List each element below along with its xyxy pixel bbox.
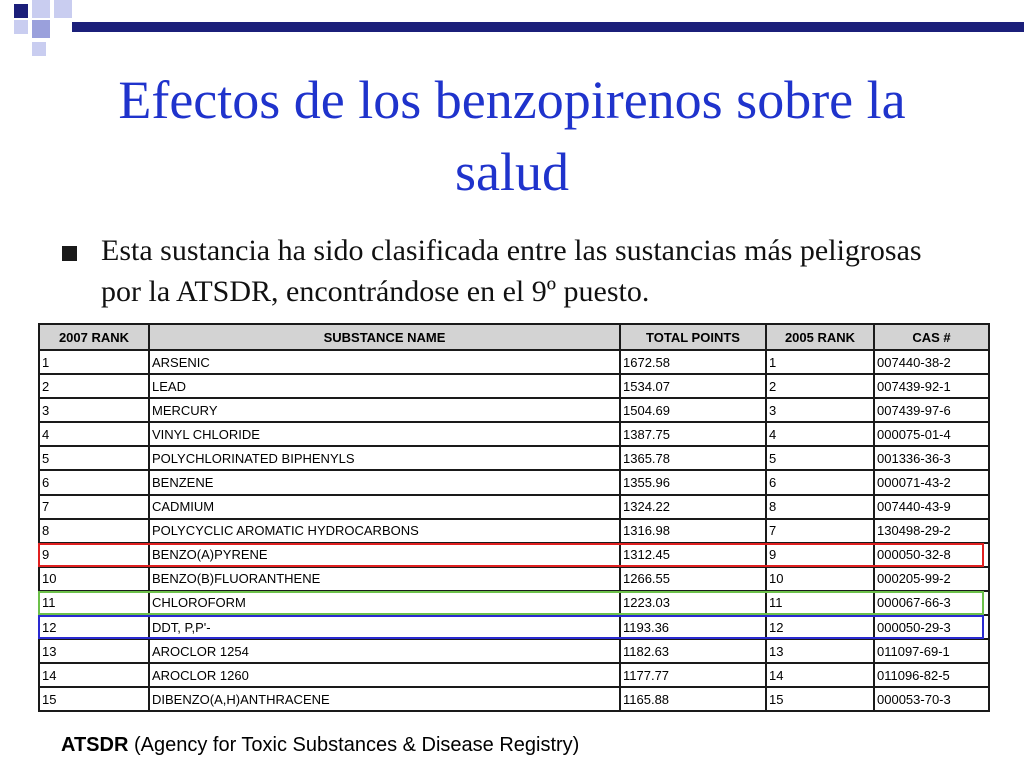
cell-total-points: 1182.63: [620, 639, 766, 663]
cell-2005-rank: 4: [766, 422, 874, 446]
cell-total-points: 1165.88: [620, 687, 766, 711]
cell-total-points: 1387.75: [620, 422, 766, 446]
cell-cas: 000075-01-4: [874, 422, 989, 446]
cell-substance-name: POLYCYCLIC AROMATIC HYDROCARBONS: [149, 519, 620, 543]
cell-cas: 007440-38-2: [874, 350, 989, 374]
cell-cas: 007439-92-1: [874, 374, 989, 398]
cell-cas: 000050-29-3: [874, 615, 989, 639]
cell-2005-rank: 12: [766, 615, 874, 639]
table-row: [39, 567, 989, 591]
cell-2007-rank: 7: [39, 495, 149, 519]
deco-square-pale: [54, 0, 72, 18]
cell-2005-rank: 2: [766, 374, 874, 398]
table-row: [39, 374, 989, 398]
cell-2005-rank: 1: [766, 350, 874, 374]
cell-2005-rank: 3: [766, 398, 874, 422]
cell-2007-rank: 9: [39, 543, 149, 567]
cell-cas: 007440-43-9: [874, 495, 989, 519]
footer-note: [61, 734, 579, 757]
cell-2005-rank: 13: [766, 639, 874, 663]
cell-2007-rank: 11: [39, 591, 149, 615]
cell-substance-name: BENZO(B)FLUORANTHENE: [149, 567, 620, 591]
table-row: [39, 639, 989, 663]
col-header-cas: CAS #: [874, 324, 989, 350]
table-row: [39, 350, 989, 374]
cell-2007-rank: 3: [39, 398, 149, 422]
cell-cas: 000071-43-2: [874, 470, 989, 494]
cell-substance-name: DDT, P,P'-: [149, 615, 620, 639]
table-row: [39, 519, 989, 543]
cell-cas: 011097-69-1: [874, 639, 989, 663]
cell-total-points: 1316.98: [620, 519, 766, 543]
cell-cas: 011096-82-5: [874, 663, 989, 687]
cell-cas: 000205-99-2: [874, 567, 989, 591]
cell-substance-name: BENZO(A)PYRENE: [149, 543, 620, 567]
col-header-substance-name: SUBSTANCE NAME: [149, 324, 620, 350]
cell-cas: 000053-70-3: [874, 687, 989, 711]
cell-total-points: 1266.55: [620, 567, 766, 591]
col-header-2007-rank: 2007 RANK: [39, 324, 149, 350]
cell-cas: 000050-32-8: [874, 543, 989, 567]
cell-substance-name: AROCLOR 1260: [149, 663, 620, 687]
cell-total-points: 1223.03: [620, 591, 766, 615]
table-row: [39, 663, 989, 687]
cell-substance-name: MERCURY: [149, 398, 620, 422]
cell-total-points: 1177.77: [620, 663, 766, 687]
bullet-text: Esta sustancia ha sido clasificada entre las sustancias más peligrosas por la ATSDR, encontrándose en el 9º puesto.: [101, 234, 922, 308]
cell-2007-rank: 15: [39, 687, 149, 711]
cell-2007-rank: 5: [39, 446, 149, 470]
cell-total-points: 1193.36: [620, 615, 766, 639]
table-row: [39, 687, 989, 711]
cell-2005-rank: 6: [766, 470, 874, 494]
cell-2005-rank: 15: [766, 687, 874, 711]
cell-total-points: 1312.45: [620, 543, 766, 567]
table-row: [39, 495, 989, 519]
cell-cas: 001336-36-3: [874, 446, 989, 470]
cell-2005-rank: 11: [766, 591, 874, 615]
substance-ranking-table: [38, 323, 988, 712]
cell-substance-name: CHLOROFORM: [149, 591, 620, 615]
cell-2007-rank: 4: [39, 422, 149, 446]
footer-abbr: ATSDR: [61, 734, 129, 756]
cell-cas: 007439-97-6: [874, 398, 989, 422]
cell-2007-rank: 8: [39, 519, 149, 543]
cell-substance-name: CADMIUM: [149, 495, 620, 519]
cell-substance-name: POLYCHLORINATED BIPHENYLS: [149, 446, 620, 470]
cell-total-points: 1324.22: [620, 495, 766, 519]
deco-square-pale: [14, 20, 28, 34]
deco-square-lavender: [32, 20, 50, 38]
deco-square-pale: [32, 0, 50, 18]
cell-total-points: 1534.07: [620, 374, 766, 398]
col-header-2005-rank: 2005 RANK: [766, 324, 874, 350]
table-row: [39, 615, 989, 639]
col-header-total-points: TOTAL POINTS: [620, 324, 766, 350]
cell-2005-rank: 10: [766, 567, 874, 591]
cell-2005-rank: 8: [766, 495, 874, 519]
cell-2005-rank: 7: [766, 519, 874, 543]
cell-substance-name: DIBENZO(A,H)ANTHRACENE: [149, 687, 620, 711]
cell-2007-rank: 14: [39, 663, 149, 687]
deco-square-pale: [32, 42, 46, 56]
cell-2005-rank: 9: [766, 543, 874, 567]
cell-2005-rank: 14: [766, 663, 874, 687]
cell-substance-name: ARSENIC: [149, 350, 620, 374]
table-row: [39, 591, 989, 615]
cell-2007-rank: 13: [39, 639, 149, 663]
page-title: Efectos de los benzopirenos sobre la salud: [118, 70, 906, 202]
cell-total-points: 1365.78: [620, 446, 766, 470]
cell-cas: 130498-29-2: [874, 519, 989, 543]
cell-substance-name: VINYL CHLORIDE: [149, 422, 620, 446]
table-row: [39, 543, 989, 567]
table-header-row: [39, 324, 989, 350]
square-bullet-icon: [62, 246, 77, 261]
table-row: [39, 446, 989, 470]
cell-2005-rank: 5: [766, 446, 874, 470]
cell-2007-rank: 12: [39, 615, 149, 639]
cell-total-points: 1672.58: [620, 350, 766, 374]
footer-expansion: (Agency for Toxic Substances & Disease Registry): [133, 734, 580, 756]
table-row: [39, 470, 989, 494]
cell-substance-name: LEAD: [149, 374, 620, 398]
corner-decoration: [0, 0, 70, 60]
cell-2007-rank: 10: [39, 567, 149, 591]
cell-substance-name: AROCLOR 1254: [149, 639, 620, 663]
cell-2007-rank: 2: [39, 374, 149, 398]
cell-total-points: 1504.69: [620, 398, 766, 422]
cell-2007-rank: 6: [39, 470, 149, 494]
table-row: [39, 422, 989, 446]
cell-2007-rank: 1: [39, 350, 149, 374]
cell-cas: 000067-66-3: [874, 591, 989, 615]
table-row: [39, 398, 989, 422]
deco-square-navy: [14, 4, 28, 18]
cell-substance-name: BENZENE: [149, 470, 620, 494]
cell-total-points: 1355.96: [620, 470, 766, 494]
top-bar: [72, 22, 1024, 32]
